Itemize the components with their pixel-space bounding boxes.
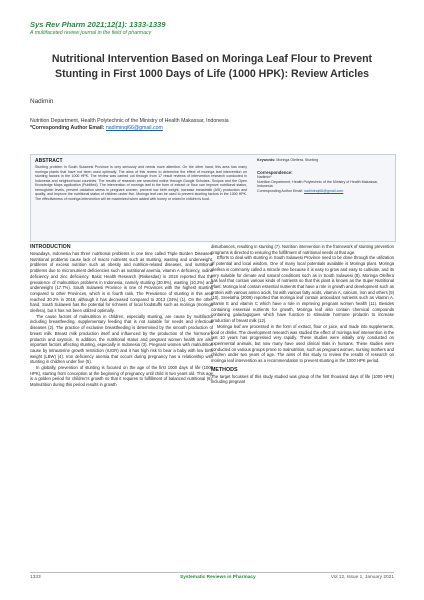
methods-paragraph: The target focusses of this study studied was group of the first thousand days of life (1000 HPK) including pregnant — [211, 373, 394, 385]
abstract-section — [35, 158, 247, 201]
abstract-sidebar — [257, 158, 391, 194]
corresponding-label: *Corresponding Author Email: — [30, 125, 105, 131]
introduction-paragraph-2: The cause factors of malnutrition in children, especially stunting, are cause by multifactor including breastfeeding, supplementary feeding that is not suitable for needs and infectious diseases (2). The practice of exclusive breastfeeding is determined by the smooth production of breast milk. Breast milk production itself and influenced by the production of the hormone's prolactin and oxytocin. In addition, the nutritional status and pregnant women health are also important factors affecting stunting, especially in Indonesia (3). Pregnant women with malnutrition cause by Intrauterine growth restriction (IUGR) and it has high risk to bear a baby with low birth weight (LBW) (4). Iron deficiency anemia that occurs during pregnancy has a relationship with stunting in children under five (5). — [30, 313, 213, 365]
correspondence-affiliation: Nutrition Department, Health Polytechnic of the Ministry of Health Makassar, Indonesia — [257, 179, 379, 189]
abstract-box — [30, 154, 396, 242]
journal-header — [30, 20, 166, 36]
right-paragraph-2: Efforts to deal with stunting in South Sulawesi Province need to be done through the utilization of potential and local wisdom. One of many local potentials available is Moringa plant. Moringa oleifera is commonly called a miracle tree because it is easy to grow and easy to cultivate, and its very suitable for climate and natural conditions such as in South Sulawesi (8). Moringa Oleifera has leaf that contain various kinds of nutrients so that this plant is known as the Super Nutritional Plant. Moringa leaf contain essential nutrients that have a role in growth and development such as protein with various amino acids, fat with various fatty acids, vitamin A, calcium, iron and others (9) (10). Sreelatha (2009) reported that moringa leaf contain antioxidant nutrients such as vitamin A, vitamin E and vitamin C which have a role in improving pregnant women health (11). Besides containing essential nutrients for growth, Moringa leaf also contain chemical compounds containing galactagogues which have function to stimulate hormone prolactin to increase production of breast milk (12). — [211, 255, 394, 324]
introduction-paragraph-3: In globally, prevention of stunting is focused on the age of the first 1000 days of life (1000 HPK), starting from conception at the beginning of pregnancy until child in two years old. This age is a golden period for children's growth so that it requires to fulfillment of balanced nutritional (6). Malnutrition during this period results in growth — [30, 365, 213, 388]
introduction-paragraph-1: Nowadays, Indonesia has three nutritional problems in one time called Triple Burden Diseases. Nutritional problems cause lack of macro nutrients such as stunting, wasting and underweight, problems of excess nutrition such as obesity and nutrition-related diseases, and nutritional problems due to micronutrient deficiencies such as nutritional anemia, vitamin A deficiency, iodine deficiency and zinc deficiency. Basic Health Research (Riskesdas) in 2018 reported that the prevalence of malnutrition problems in Indonesia, namely stunting (30.8%), wasting (10.2%) and underweight (17.7%). South Sulawesi Province is one of Provinces with the highest stunting compared to other Provinces, which is in fourth rank. The Prevalence of stunting in this area reached 30.2% in 2018, although it has decreased compared to 2013 (34%) (1). On the other hand, South Sulawesi has the potential for richness of local foodstuffs such as moringa (moringa oleifera), but it has not been utilized optimally. — [30, 251, 213, 314]
paper-title — [30, 52, 394, 82]
author-affiliation: Nutrition Department, Health Polytechnic of the Ministry of Health Makassar, Indonesia — [30, 118, 229, 124]
journal-citation: Sys Rev Pharm 2021;12(1): 1333-1339 — [30, 20, 166, 29]
journal-footer-name: Systematic Reviews in Pharmacy — [180, 575, 256, 580]
page-number: 1333 — [30, 575, 41, 580]
methods-heading: METHODS — [211, 366, 238, 373]
page-footer — [30, 575, 394, 587]
correspondence-email-link[interactable]: nadiminqi66@gmail.com — [303, 188, 344, 193]
abstract-heading: ABSTRACT — [35, 158, 63, 164]
keywords-value: Moringa Oleifera, Stunting — [276, 158, 319, 162]
left-column — [30, 244, 213, 388]
issue-info: Vol 12, Issue 1, January 2021 — [330, 575, 394, 580]
corresponding-email-link[interactable]: nadiminqi66@gmail.com — [105, 125, 163, 131]
abstract-text: Stunting problem in South Sulawesi Province is very seriously and needs more attention. On the other hand, this area has many moringa plants that have not been used optimally. The aims of this review to determine the effect of moringa leaf intervention on stunting factors in the 1000 HPK. The review was carried out through from 17 result reviews of intervention research conducted in Indonesia and neighborhood countries. The results of research are searched online through Google Scholars, Scopus and the Open Knowledge Maps application (PubMed). The intervention of moringa leaf in the form of extract or flour can improve nutritional status, hemoglobin levels, prevent oxidation stress in pregnant women, prevent low birth weight, increase breastmilk (ASI) production and quality, and improve the nutritional status of children under five. Moringa leaf can be used to prevent stunting factors in the 1000 HPK. The effectiveness of moringa intervention will be maximized when added with honey or mixed in children's food. — [35, 165, 247, 201]
correspondence-email-label: Corresponding Author Email: — [257, 188, 303, 193]
correspondence-heading: Correspondence: — [257, 169, 293, 175]
paper-title-line-1: Nutritional Intervention Based on Moringa Leaf Flour to Prevent — [51, 53, 373, 65]
correspondence-email — [257, 189, 391, 194]
introduction-heading: INTRODUCTION — [30, 244, 71, 250]
journal-tagline: A multifaceted review journal in the field of pharmacy — [30, 30, 152, 36]
right-column — [211, 244, 394, 385]
correspondence-name: Nadimin* — [257, 175, 272, 180]
keywords-label: Keywords: — [257, 158, 276, 162]
right-paragraph-3: Moringa leaf are processed in the form of extract, flour or juice, and made into supplements, food or drinks. The development research was studied the effect of moringa leaf intervention in the last 10 years has progressed very rapidly. These studies were initially only conducted on experimental animals, but now many have used clinical trials in humans. These studies were conducted on various groups prone to malnutrition, such as pregnant women, nursing mothers and children under two years of age. The aims of this study to review the results of research on moringa leaf intervention as a recommendation to prevent stunting in the 1000 HPK period. — [211, 323, 394, 364]
right-paragraph-1: disturbances, resulting in stunting (7). Nutrition intervention in the framework of stunting prevention programs is directed to ensuring the fulfillment of nutritional needs at that age. — [211, 244, 394, 255]
corresponding-author — [30, 125, 163, 131]
footer-divider — [30, 572, 394, 573]
author-name: Nadimin — [30, 98, 54, 105]
paper-title-line-2: Stunting in First 1000 Days of Life (1000 HPK): Review Articles — [55, 68, 369, 80]
keywords — [257, 158, 391, 163]
